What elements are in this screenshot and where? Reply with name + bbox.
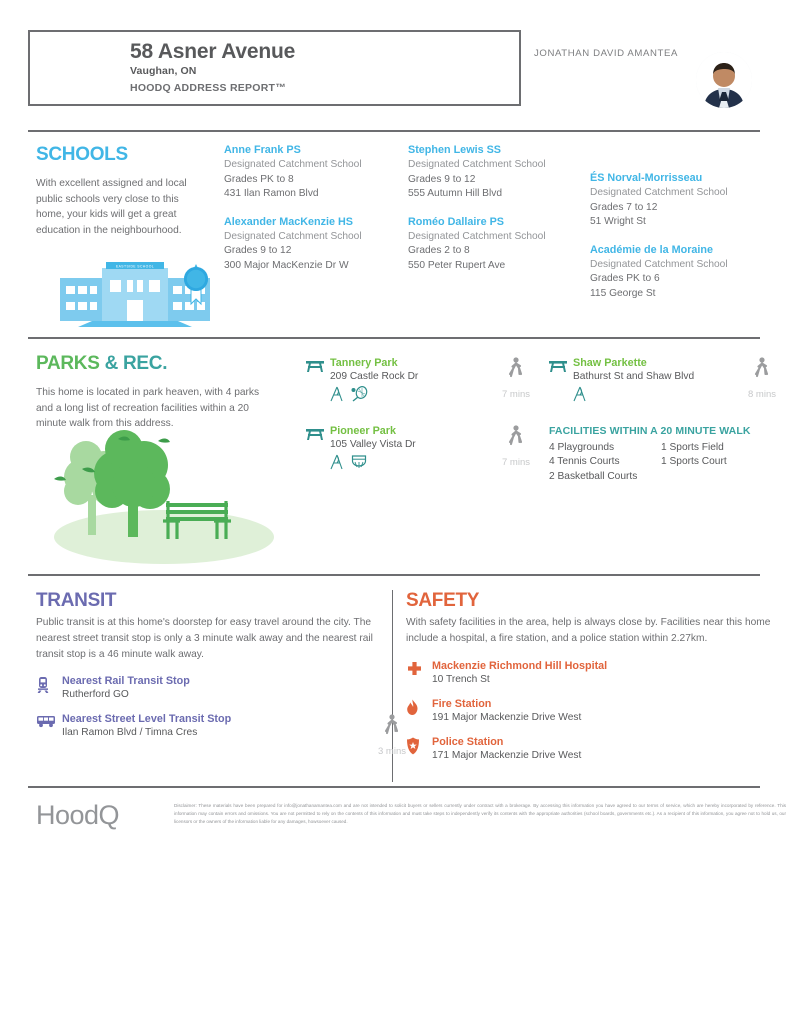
school-entry (224, 216, 409, 274)
basketball-hoop-icon (351, 454, 367, 475)
list-item: 4 Tennis Courts (549, 456, 620, 468)
walk-time-shaw (736, 357, 788, 400)
school-address: 115 George St (590, 287, 656, 299)
svg-text:EASTSIDE SCHOOL: EASTSIDE SCHOOL (115, 264, 155, 269)
park-address: Bathurst St and Shaw Blvd (573, 371, 695, 382)
school-entry (224, 144, 409, 202)
park-name: Tannery Park (330, 357, 398, 369)
pedestrian-icon (753, 370, 771, 387)
address-city: Vaughan, ON (130, 65, 197, 78)
school-name: Stephen Lewis SS (408, 144, 501, 156)
safety-item-name: Police Station (432, 735, 504, 748)
park-address: 209 Castle Rock Dr (330, 371, 419, 382)
school-grades: Grades 9 to 12 (224, 245, 292, 257)
schools-intro (36, 144, 216, 238)
park-address: 105 Valley Vista Dr (330, 439, 416, 450)
walk-minutes: 7 mins (502, 457, 530, 468)
walk-minutes: 8 mins (748, 389, 776, 400)
school-entry (590, 244, 788, 302)
address-box (28, 30, 521, 106)
transit-stop-address: Rutherford GO (62, 689, 129, 701)
school-grades: Grades 9 to 12 (408, 173, 476, 185)
tennis-racquet-icon (351, 386, 368, 407)
facilities-left-column (549, 441, 661, 484)
facilities-list (549, 425, 788, 484)
park-illustration (46, 427, 291, 572)
transit-stop-address: Ilan Ramon Blvd / Timna Cres (62, 727, 198, 739)
safety-item-address: 171 Major Mackenzie Drive West (432, 749, 582, 761)
school-grades: Grades 2 to 8 (408, 245, 470, 257)
list-item: 4 Playgrounds (549, 442, 615, 453)
parks-heading-word-2: & REC. (104, 353, 168, 374)
transit-blurb: Public transit is at this home's doorstep for easy travel around the city. The nearest street transit stop is only a 3 minute walk away and the nearest rail transit stop is a 46 minute walk away. (36, 617, 373, 660)
school-grades: Grades PK to 6 (590, 273, 660, 285)
page-title: 58 Asner Avenue (130, 40, 296, 63)
parks-intro (36, 353, 261, 432)
avatar (696, 52, 752, 108)
transit-section (36, 590, 406, 757)
report-header (28, 30, 760, 130)
hoodq-address-report (0, 30, 788, 1024)
parks-blurb: This home is located in park heaven, with 4 parks and a long list of recreation facilities within a 20 minute walk from this address. (36, 387, 260, 429)
report-type-label: HOODQ ADDRESS REPORT™ (130, 82, 286, 95)
transit-stop-name: Nearest Street Level Transit Stop (62, 713, 232, 726)
safety-item-address: 191 Major Mackenzie Drive West (432, 711, 582, 723)
hoodq-logo: HoodQ (36, 800, 120, 830)
safety-item-hospital (406, 660, 778, 685)
walk-time-pioneer (490, 425, 542, 468)
school-address: 300 Major MacKenzie Dr W (224, 259, 349, 271)
school-address: 431 Ilan Ramon Blvd (224, 188, 319, 200)
school-name: Roméo Dallaire PS (408, 215, 505, 228)
playground-icon (330, 454, 344, 475)
list-item: 1 Sports Field (661, 442, 724, 453)
train-icon (36, 675, 62, 699)
medical-cross-icon (406, 660, 432, 683)
transit-stop-street (36, 713, 384, 738)
facilities-title: FACILITIES WITHIN A 20 MINUTE WALK (549, 425, 751, 437)
park-entry (306, 425, 416, 475)
school-address: 555 Autumn Hill Blvd (408, 188, 502, 200)
school-entry (408, 144, 593, 202)
schools-heading: SCHOOLS (36, 144, 128, 165)
schools-column-1 (224, 144, 409, 287)
safety-section (406, 590, 778, 761)
school-name: Académie de la Moraine (590, 243, 714, 256)
parks-section (28, 339, 776, 574)
flame-icon (406, 698, 432, 721)
bus-icon (36, 713, 62, 733)
school-type: Designated Catchment School (590, 258, 728, 270)
school-name: Alexander MacKenzie HS (224, 215, 354, 228)
picnic-table-icon (306, 427, 324, 446)
school-building-illustration (58, 256, 218, 336)
disclaimer-text: Disclaimer: These materials have been prepared for info@jonathanamantea.com and are not intended to solicit buyers or sellers currently under contract with a brokerage. By accessing this information you have agreed to our terms of service, which are hereby incorporated by reference. This information may contain errors and omissions. You are not permitted to rely on the contents of this information and must take steps to independently verify its contents with the appropriate authorities (school boards, governments etc.). As a recipient of this information, you agree not to hold us, our licensors or the owners of the information liable for any damages, howsoever caused. (174, 803, 786, 825)
school-address: 51 Wright St (590, 216, 646, 228)
school-type: Designated Catchment School (408, 159, 546, 170)
school-address: 550 Peter Rupert Ave (408, 259, 506, 271)
parks-heading-word-1: PARKS (36, 353, 100, 374)
list-item: 2 Basketball Courts (549, 470, 638, 482)
park-entry (549, 357, 694, 407)
park-name: Shaw Parkette (573, 357, 647, 369)
transit-stop-rail (36, 675, 384, 700)
safety-item-address: 10 Trench St (432, 673, 490, 685)
playground-icon (573, 386, 587, 407)
park-entry (306, 357, 418, 407)
playground-icon (330, 386, 344, 407)
school-entry (590, 172, 788, 230)
safety-item-fire (406, 698, 778, 723)
walk-minutes: 7 mins (502, 389, 530, 400)
transit-safety-section (28, 576, 771, 786)
safety-item-name: Fire Station (432, 697, 492, 710)
safety-item-name: Mackenzie Richmond Hill Hospital (432, 659, 608, 672)
agent-name: JONATHAN DAVID AMANTEA (534, 48, 678, 59)
police-badge-icon (406, 736, 432, 760)
school-type: Designated Catchment School (224, 230, 362, 242)
pedestrian-icon (507, 438, 525, 455)
transit-heading: TRANSIT (36, 590, 117, 611)
pedestrian-icon (507, 370, 525, 387)
schools-column-2 (408, 144, 593, 287)
school-type: Designated Catchment School (408, 230, 546, 242)
picnic-table-icon (549, 359, 567, 378)
safety-heading: SAFETY (406, 590, 480, 611)
safety-item-police (406, 736, 778, 761)
list-item: 1 Sports Court (661, 456, 727, 468)
picnic-table-icon (306, 359, 324, 378)
schools-section (28, 132, 760, 337)
walk-minutes: 3 mins (378, 746, 406, 757)
schools-blurb: With excellent assigned and local public schools very close to this home, your kids will get a great education in the neighbourhood. (36, 178, 187, 236)
facilities-right-column (661, 441, 727, 484)
school-entry (408, 216, 593, 274)
school-name: Anne Frank PS (224, 144, 301, 156)
report-footer (28, 788, 786, 846)
school-grades: Grades PK to 8 (224, 173, 294, 185)
school-type: Designated Catchment School (224, 159, 362, 170)
safety-blurb: With safety facilities in the area, help is always close by. Facilities near this home include a hospital, a fire station, and a police station within 2.27km. (406, 617, 771, 644)
walk-time-tannery (490, 357, 542, 400)
schools-column-3 (590, 172, 788, 315)
school-grades: Grades 7 to 12 (590, 201, 658, 213)
transit-stop-name: Nearest Rail Transit Stop (62, 675, 190, 688)
school-name: ÉS Norval-Morrisseau (590, 172, 703, 184)
pedestrian-icon (383, 727, 401, 744)
park-name: Pioneer Park (330, 425, 397, 437)
school-type: Designated Catchment School (590, 187, 728, 198)
parks-heading (36, 353, 261, 375)
